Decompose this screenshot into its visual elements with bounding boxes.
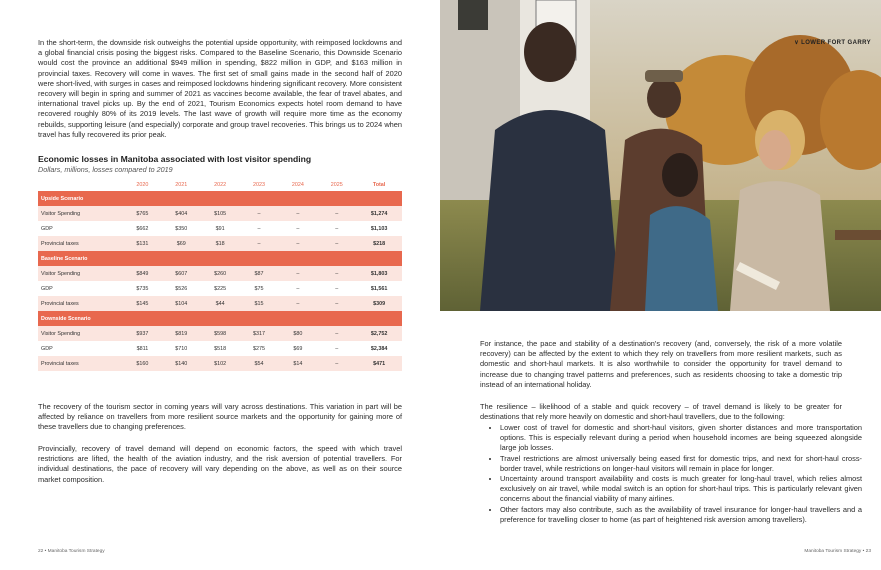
- cell-total: $1,103: [356, 221, 402, 236]
- cell: $54: [240, 356, 279, 371]
- cell-total: $471: [356, 356, 402, 371]
- col-header: 2022: [214, 181, 227, 188]
- table-row: [38, 281, 402, 296]
- cell-total: $2,384: [356, 341, 402, 356]
- cell: $14: [278, 356, 317, 371]
- table-row: [38, 341, 402, 356]
- cell: –: [240, 206, 279, 221]
- row-label: GDP: [38, 341, 123, 356]
- cell-total: $2,752: [356, 326, 402, 341]
- table-row: [38, 221, 402, 236]
- cell: $518: [201, 341, 240, 356]
- recovery-paragraph: The recovery of the tourism sector in coming years will vary across destinations. This variation in part will be affected by reliance on travellers from more resilient source markets and the opportunity for gaining more of these travellers due to changing preferences.: [38, 402, 402, 432]
- scenario-row-upside: [38, 191, 402, 206]
- cell: $662: [123, 221, 162, 236]
- cell: $145: [123, 296, 162, 311]
- row-label: Provincial taxes: [38, 296, 123, 311]
- row-label: Provincial taxes: [38, 236, 123, 251]
- scenario-label: Baseline Scenario: [38, 251, 402, 266]
- cell: $404: [162, 206, 201, 221]
- col-header: [38, 178, 123, 191]
- cell: –: [317, 266, 356, 281]
- scenario-label: Upside Scenario: [38, 191, 402, 206]
- list-item: • Lower cost of travel for domestic and short-haul visitors, given shorter distances and more transportation options. This is especially relevant during a period when household incomes are being squeezed alongside large job losses.: [500, 423, 862, 454]
- table-row: [38, 266, 402, 281]
- cell-total: $1,561: [356, 281, 402, 296]
- cell: –: [240, 236, 279, 251]
- col-header: 2024: [291, 181, 304, 188]
- col-header-total: Total: [372, 181, 386, 188]
- cell: $607: [162, 266, 201, 281]
- cell: –: [278, 266, 317, 281]
- cell: $44: [201, 296, 240, 311]
- cell: $102: [201, 356, 240, 371]
- cell: $75: [240, 281, 279, 296]
- cell: $15: [240, 296, 279, 311]
- cell: $275: [240, 341, 279, 356]
- col-header: 2023: [253, 181, 265, 188]
- cell: $225: [201, 281, 240, 296]
- cell: $140: [162, 356, 201, 371]
- table-title: Economic losses in Manitoba associated with lost visitor spending: [38, 154, 312, 164]
- cell: –: [317, 236, 356, 251]
- table-subtitle: Dollars, millions, losses compared to 2019: [38, 165, 173, 174]
- cell: –: [317, 356, 356, 371]
- photo-caption: ∨ LOWER FORT GARRY: [794, 40, 871, 46]
- economic-losses-table: [38, 178, 402, 371]
- cell-total: $1,274: [356, 206, 402, 221]
- cell: –: [278, 296, 317, 311]
- table-header-row: [38, 178, 402, 191]
- cell: $937: [123, 326, 162, 341]
- cell: $69: [162, 236, 201, 251]
- footer-left: 22 • Manitoba Tourism Strategy: [38, 549, 105, 554]
- cell: –: [317, 221, 356, 236]
- right-page: [440, 0, 881, 570]
- cell-total: $1,803: [356, 266, 402, 281]
- row-label: Provincial taxes: [38, 356, 123, 371]
- cell: –: [317, 206, 356, 221]
- cell: –: [278, 206, 317, 221]
- table-row: [38, 206, 402, 221]
- row-label: Visitor Spending: [38, 206, 123, 221]
- cell: –: [317, 296, 356, 311]
- cell: $80: [278, 326, 317, 341]
- table-row: [38, 236, 402, 251]
- table-row: [38, 326, 402, 341]
- row-label: Visitor Spending: [38, 326, 123, 341]
- cell: –: [278, 221, 317, 236]
- list-item: • Travel restrictions are almost universally being eased first for domestic trips, and next for short-haul cross-border travel, while restrictions on longer-haul visitors will remain in place for longer.: [500, 454, 862, 474]
- col-header: 2025: [330, 181, 343, 188]
- left-page: [0, 0, 440, 570]
- cell: $765: [123, 206, 162, 221]
- scenario-label: Downside Scenario: [38, 311, 402, 326]
- cell: $598: [201, 326, 240, 341]
- table-row: [38, 356, 402, 371]
- cell: –: [317, 281, 356, 296]
- cell: –: [278, 236, 317, 251]
- resilience-bullets: [480, 423, 862, 525]
- list-item: • Uncertainty around transport availability and costs is much greater for long-haul travel, which relies almost exclusively on air travel, while modal switch is an option for short-haul trips. This is particularly relevant given concerns about the financial viability of many airlines.: [500, 474, 862, 505]
- cell-total: $309: [356, 296, 402, 311]
- cell: $317: [240, 326, 279, 341]
- row-label: Visitor Spending: [38, 266, 123, 281]
- cell: $69: [278, 341, 317, 356]
- family-photo-illustration: [440, 0, 881, 311]
- cell: $526: [162, 281, 201, 296]
- list-item: • Other factors may also contribute, such as the availability of travel insurance for longer-haul travellers and a preference for travelling closer to home (as part of heightened risk aversion among travellers).: [500, 505, 862, 525]
- scenario-row-downside: [38, 311, 402, 326]
- cell: $350: [162, 221, 201, 236]
- cell: $131: [123, 236, 162, 251]
- cell: $735: [123, 281, 162, 296]
- cell: $819: [162, 326, 201, 341]
- provincial-paragraph: Provincially, recovery of travel demand will depend on economic factors, the speed with which travel restrictions are lifted, the health of the aviation industry, and the risk aversion of potential travellers. For individual destinations, the pace of recovery will vary depending on the above, as well as on their source market composition.: [38, 444, 402, 484]
- cell: –: [240, 221, 279, 236]
- cell: –: [317, 326, 356, 341]
- cell: $849: [123, 266, 162, 281]
- col-header: 2021: [175, 181, 188, 188]
- family-photo: [440, 0, 881, 311]
- resilience-paragraph: The resilience – likelihood of a stable and quick recovery – of travel demand is likely to be greater for destinations that rely more heavily on domestic and short-haul travellers, due to the following:: [480, 402, 842, 422]
- intro-paragraph: In the short-term, the downside risk outweighs the potential upside opportunity, with reimposed lockdowns and a global financial crisis posing the biggest risks. Compared to the Baseline Scenario, this Downside Scenario would cost the province an additional $949 million in spending, $822 million in GDP, and $163 million in provincial taxes. Recovery will come in waves. The first set of small gains made in the second half of 2020 were short-lived, with surges in cases and reimposed lockdowns hindering significant recovery. More consistent recovery will begin in spring and summer of 2021 as vaccines become available, the fear of travel abates, and international travel picks up. By the end of 2021, Tourism Economics expects hotel room demand to have recovered roughly 80% of its 2019 levels. The last wave of growth will require more time as the economy rebuilds, supporting leisure (and especially) corporate and group travel recoveries. This brings us to 2024 when travel has fully recovered its prior peak.: [38, 38, 402, 139]
- cell: –: [317, 341, 356, 356]
- cell: $87: [240, 266, 279, 281]
- cell: $260: [201, 266, 240, 281]
- footer-right: Manitoba Tourism Strategy • 23: [804, 549, 871, 554]
- cell: $105: [201, 206, 240, 221]
- instance-paragraph: For instance, the pace and stability of a destination's recovery (and, conversely, the risk of a more volatile recovery) can be affected by the extent to which they rely on travellers from more resilient markets, such as domestic and short-haul markets. It is also worthwhile to consider the opportunity for travel demand to increase due to changing travel patterns and preferences, such as residents choosing to take a domestic trip instead of an international holiday.: [480, 339, 842, 389]
- row-label: GDP: [38, 221, 123, 236]
- cell: $18: [201, 236, 240, 251]
- cell-total: $218: [356, 236, 402, 251]
- cell: $160: [123, 356, 162, 371]
- table-row: [38, 296, 402, 311]
- col-header: 2020: [136, 181, 149, 188]
- scenario-row-baseline: [38, 251, 402, 266]
- cell: $811: [123, 341, 162, 356]
- cell: –: [278, 281, 317, 296]
- cell: $104: [162, 296, 201, 311]
- cell: $91: [201, 221, 240, 236]
- row-label: GDP: [38, 281, 123, 296]
- cell: $710: [162, 341, 201, 356]
